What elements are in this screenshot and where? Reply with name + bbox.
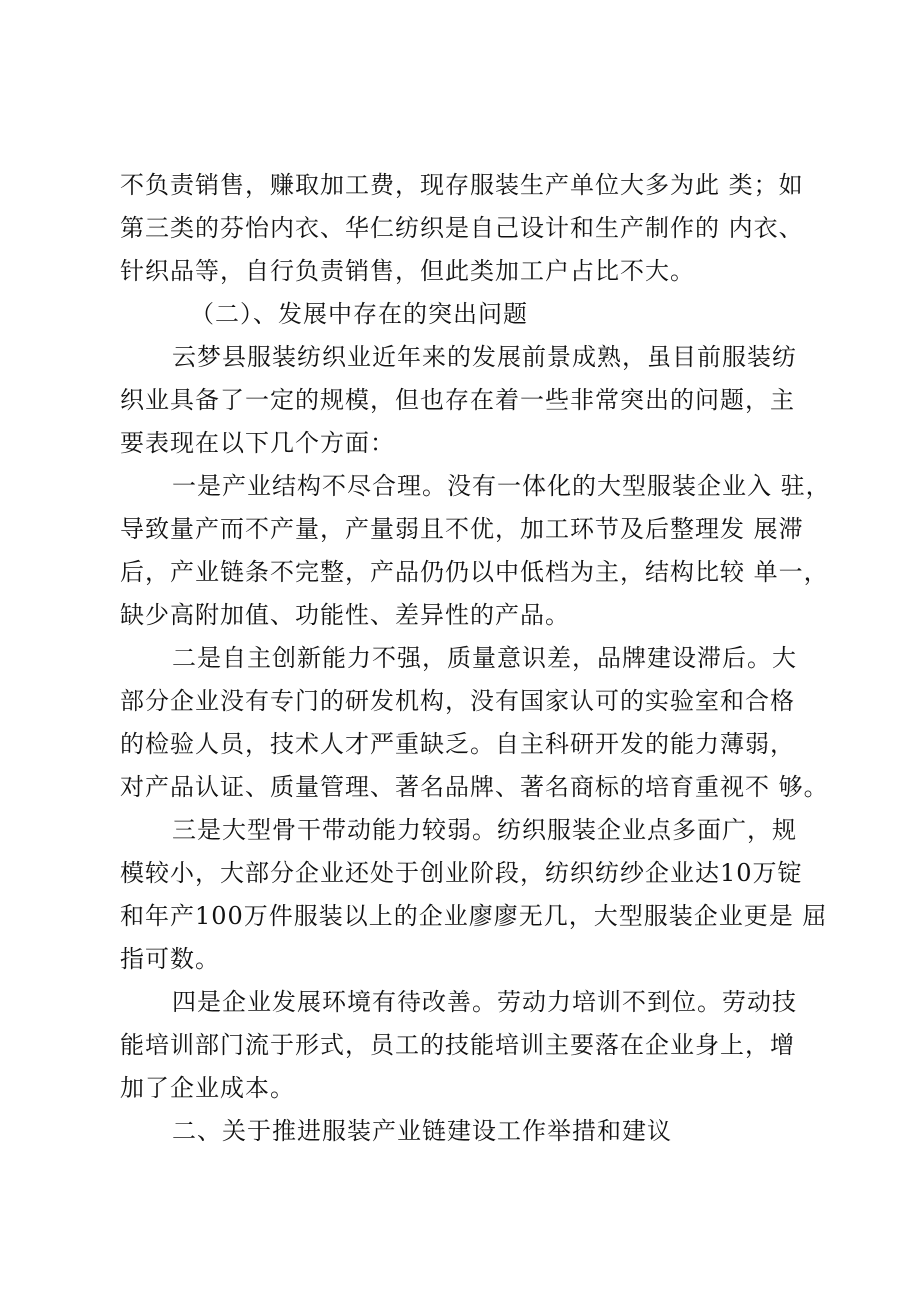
paragraph-line: 四是企业发展环境有待改善。劳动力培训不到位。劳动技	[172, 988, 797, 1016]
paragraph-line: 二是自主创新能力不强，质量意识差，品牌建设滞后。大	[172, 644, 797, 672]
paragraph-line: 缺少高附加值、功能性、差异性的产品。	[120, 601, 570, 629]
paragraph-line: 的检验人员，技术人才严重缺乏。自主科研开发的能力薄弱，	[120, 730, 795, 758]
paragraph-line: 针织品等，自行负责销售，但此类加工户占比不大。	[120, 257, 695, 285]
paragraph-line: 织业具备了一定的规模，但也存在着一些非常突出的问题，主	[120, 386, 795, 414]
paragraph-line: 不负责销售，赚取加工费，现存服装生产单位大多为此 类；如	[120, 171, 804, 199]
paragraph-line: 指可数。	[120, 945, 220, 973]
paragraph-line: 三是大型骨干带动能力较弱。纺织服装企业点多面广，规	[172, 816, 797, 844]
paragraph-line: 一是产业结构不尽合理。没有一体化的大型服装企业入 驻，	[172, 472, 831, 500]
paragraph-line: 能培训部门流于形式，员工的技能培训主要落在企业身上，增	[120, 1031, 795, 1059]
paragraph-line: 导致量产而不产量，产量弱且不优，加工环节及后整理发 展滞	[120, 515, 804, 543]
paragraph-line: 对产品认证、质量管理、著名品牌、著名商标的培育重视不 够。	[120, 773, 829, 801]
paragraph-line: 和年产100万件服装以上的企业廖廖无几，大型服装企业更是 屈	[120, 902, 828, 930]
paragraph-line: 要表现在以下几个方面：	[120, 429, 395, 457]
paragraph-line: 部分企业没有专门的研发机构，没有国家认可的实验室和合格	[120, 687, 795, 715]
section-heading: 二、关于推进服装产业链建设工作举措和建议	[172, 1117, 672, 1145]
section-heading: （二）、发展中存在的突出问题	[190, 300, 528, 328]
paragraph-line: 后，产业链条不完整，产品仍仍以中低档为主，结构比较 单一，	[120, 558, 829, 586]
paragraph-line: 加了企业成本。	[120, 1074, 295, 1102]
paragraph-line: 云梦县服装纺织业近年来的发展前景成熟，虽目前服装纺	[172, 343, 797, 371]
paragraph-line: 模较小，大部分企业还处于创业阶段，纺织纺纱企业达10万锭	[120, 859, 803, 887]
paragraph-line: 第三类的芬怡内衣、华仁纺织是自己设计和生产制作的 内衣、	[120, 214, 804, 242]
